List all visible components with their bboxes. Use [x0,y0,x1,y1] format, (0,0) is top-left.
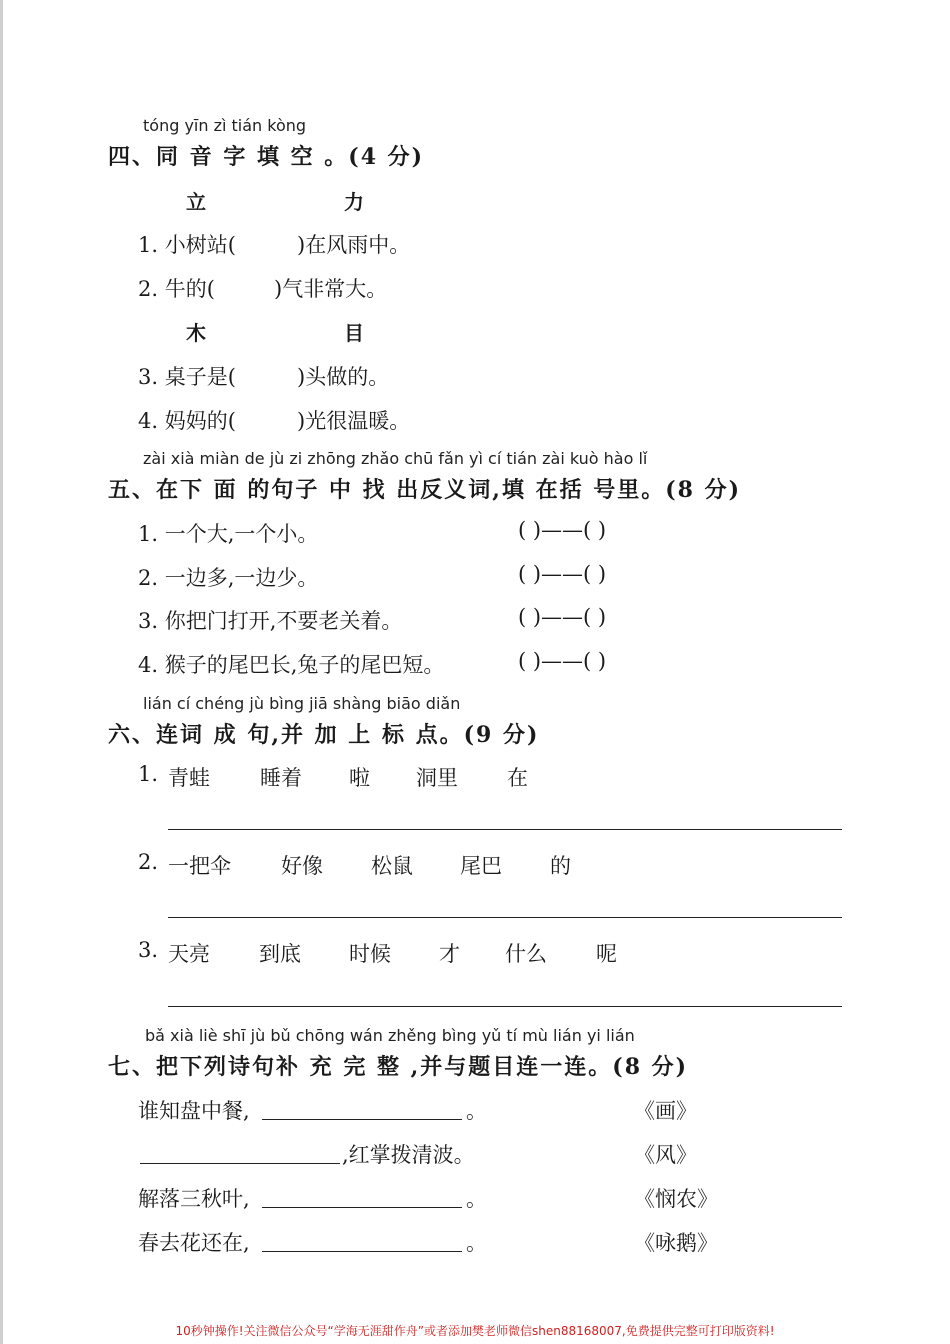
s6-item2-num: 2. [138,850,159,874]
s4-item1-b: )在风雨中。 [297,233,411,257]
s7-row4-period: 。 [466,1231,487,1255]
s7-row2-right: ,红掌拨清波。 [342,1143,475,1167]
s6-item1-num: 1. [138,762,159,786]
s4-item3-b: )头做的。 [297,365,390,389]
s4-item1-a: 1. 小树站( [138,233,236,257]
section5-title: 五、在下 面 的句子 中 找 出反义词,填 在括 号里。(8 分) [108,477,742,503]
s6-item1-word5: 在 [507,766,528,790]
s5-item1: 1. 一个大,一个小。 [138,522,319,546]
s4-item2-b: )气非常大。 [274,277,388,301]
footer-promo: 10秒钟操作!关注微信公众号“学海无涯甜作舟”或者添加樊老师微信shen88168007,免费提供完整可打印版资料! [175,1324,775,1338]
s6-item1-word4: 洞里 [416,766,458,790]
s7-row3-period: 。 [466,1187,487,1211]
s4-item2-a: 2. 牛的( [138,277,215,301]
s6-item1-word1: 青蛙 [168,766,210,790]
section6-pinyin: lián cí chéng jù bìng jiā shàng biāo diǎn [143,694,461,713]
s5-item4: 4. 猴子的尾巴长,兔子的尾巴短。 [138,653,445,677]
s6-answer-line3[interactable] [168,1006,842,1007]
section5-pinyin: zài xià miàn de jù zi zhōng zhǎo chū fǎn yì cí tián zài kuò hào lǐ [143,449,648,468]
s6-item2-word1: 一把伞 [168,854,231,878]
s7-row1-left: 谁知盘中餐, [138,1099,250,1123]
page-edge [0,0,3,1344]
poem-title-hua: 《画》 [634,1099,697,1123]
s5-answer2[interactable]: ( )——( ) [518,562,607,586]
s6-item2-word2: 好像 [281,854,323,878]
section4-pinyin: tóng yīn zì tián kòng [143,116,307,135]
s4-item3-a: 3. 桌子是( [138,365,236,389]
s4-item4-a: 4. 妈妈的( [138,409,236,433]
section6-title: 六、连词 成 句,并 加 上 标 点。(9 分) [108,722,540,748]
s7-row3-left: 解落三秋叶, [138,1187,250,1211]
poem-title-feng: 《风》 [634,1143,697,1167]
s7-row3-blank[interactable] [262,1207,462,1208]
s6-item1-word3: 啦 [349,766,370,790]
option-li-stand: 立 [186,190,206,214]
s6-item3-num: 3. [138,938,159,962]
section4-title: 四、同 音 字 填 空 。(4 分) [108,144,425,170]
s6-item1-word2: 睡着 [260,766,302,790]
s6-item2-word4: 尾巴 [460,854,502,878]
s6-item3-word4: 才 [439,942,460,966]
s5-answer1[interactable]: ( )——( ) [518,518,607,542]
s6-answer-line1[interactable] [168,829,842,830]
s6-item3-word1: 天亮 [168,942,210,966]
option-mu-wood: 木 [186,321,206,345]
s7-row1-blank[interactable] [262,1119,462,1120]
s5-answer3[interactable]: ( )——( ) [518,605,607,629]
s6-item3-word6: 呢 [596,942,617,966]
s6-item3-word5: 什么 [505,942,547,966]
s4-item4-b: )光很温暖。 [297,409,411,433]
option-li-power: 力 [344,190,364,214]
s5-item3: 3. 你把门打开,不要老关着。 [138,609,403,633]
s7-row2-blank[interactable] [140,1163,340,1164]
s6-answer-line2[interactable] [168,917,842,918]
s7-row1-period: 。 [466,1099,487,1123]
s6-item2-word3: 松鼠 [371,854,413,878]
poem-title-minnong: 《悯农》 [634,1187,718,1211]
s6-item3-word3: 时候 [349,942,391,966]
s5-item2: 2. 一边多,一边少。 [138,566,319,590]
s6-item2-word5: 的 [550,854,571,878]
section7-pinyin: bǎ xià liè shī jù bǔ chōng wán zhěng bìng yǔ tí mù lián yi lián [145,1026,635,1045]
s7-row4-blank[interactable] [262,1251,462,1252]
s5-answer4[interactable]: ( )——( ) [518,649,607,673]
poem-title-yonge: 《咏鹅》 [634,1231,718,1255]
s7-row4-left: 春去花还在, [138,1231,250,1255]
option-mu-eye: 目 [344,321,364,345]
section7-title: 七、把下列诗句补 充 完 整 ,并与题目连一连。(8 分) [108,1054,689,1080]
s6-item3-word2: 到底 [259,942,301,966]
